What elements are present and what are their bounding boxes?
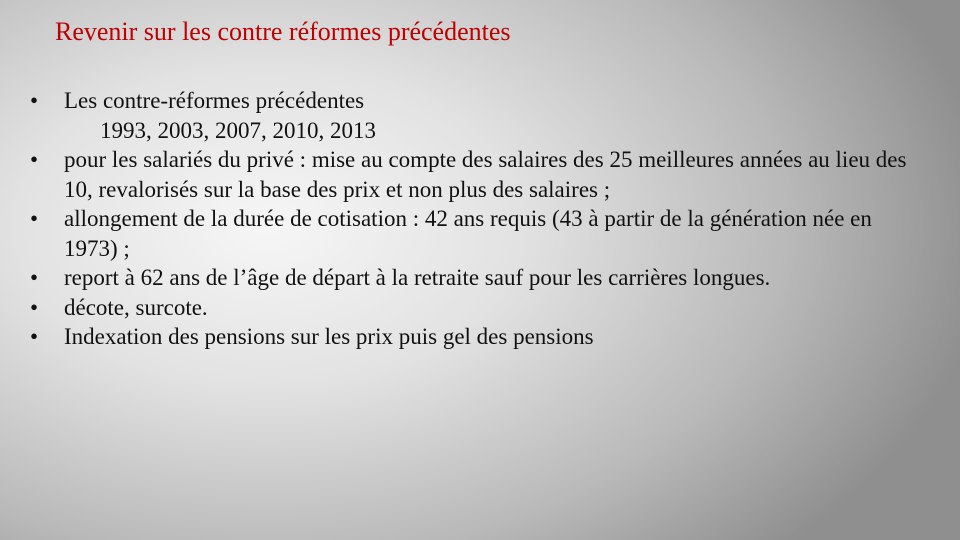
- bullet-text: report à 62 ans de l’âge de départ à la retraite sauf pour les carrières longues.: [64, 265, 771, 290]
- bullet-item: [0, 293, 960, 323]
- bullet-dot-icon: •: [30, 88, 39, 113]
- bullet-dot-icon: •: [30, 265, 39, 290]
- bullet-dot-icon: •: [30, 147, 39, 172]
- bullet-item: [0, 204, 960, 263]
- bullet-text: Les contre-réformes précédentes: [64, 88, 365, 113]
- bullet-list: [0, 86, 960, 352]
- bullet-text: Indexation des pensions sur les prix puis gel des pensions: [64, 324, 594, 349]
- slide-title: Revenir sur les contre réformes précédentes: [55, 17, 511, 46]
- bullet-item: [0, 86, 960, 116]
- bullet-text: décote, surcote.: [64, 294, 208, 320]
- bullet-dot-icon: •: [30, 324, 39, 349]
- bullet-text: pour les salariés du privé : mise au compte des salaires des 25 meilleures années au lieu des 10, revalorisés sur la base des prix et non plus des salaires ;: [64, 147, 907, 202]
- bullet-text: allongement de la durée de cotisation : 42 ans requis (43 à partir de la génération née en 1973) ;: [64, 206, 872, 261]
- bullet-item: [0, 322, 960, 352]
- bullet-dot-icon: •: [30, 294, 39, 320]
- bullet-item: [0, 263, 960, 293]
- sub-bullet-years: 1993, 2003, 2007, 2010, 2013: [100, 117, 376, 143]
- bullet-item: [0, 145, 960, 204]
- bullet-dot-icon: •: [30, 206, 39, 231]
